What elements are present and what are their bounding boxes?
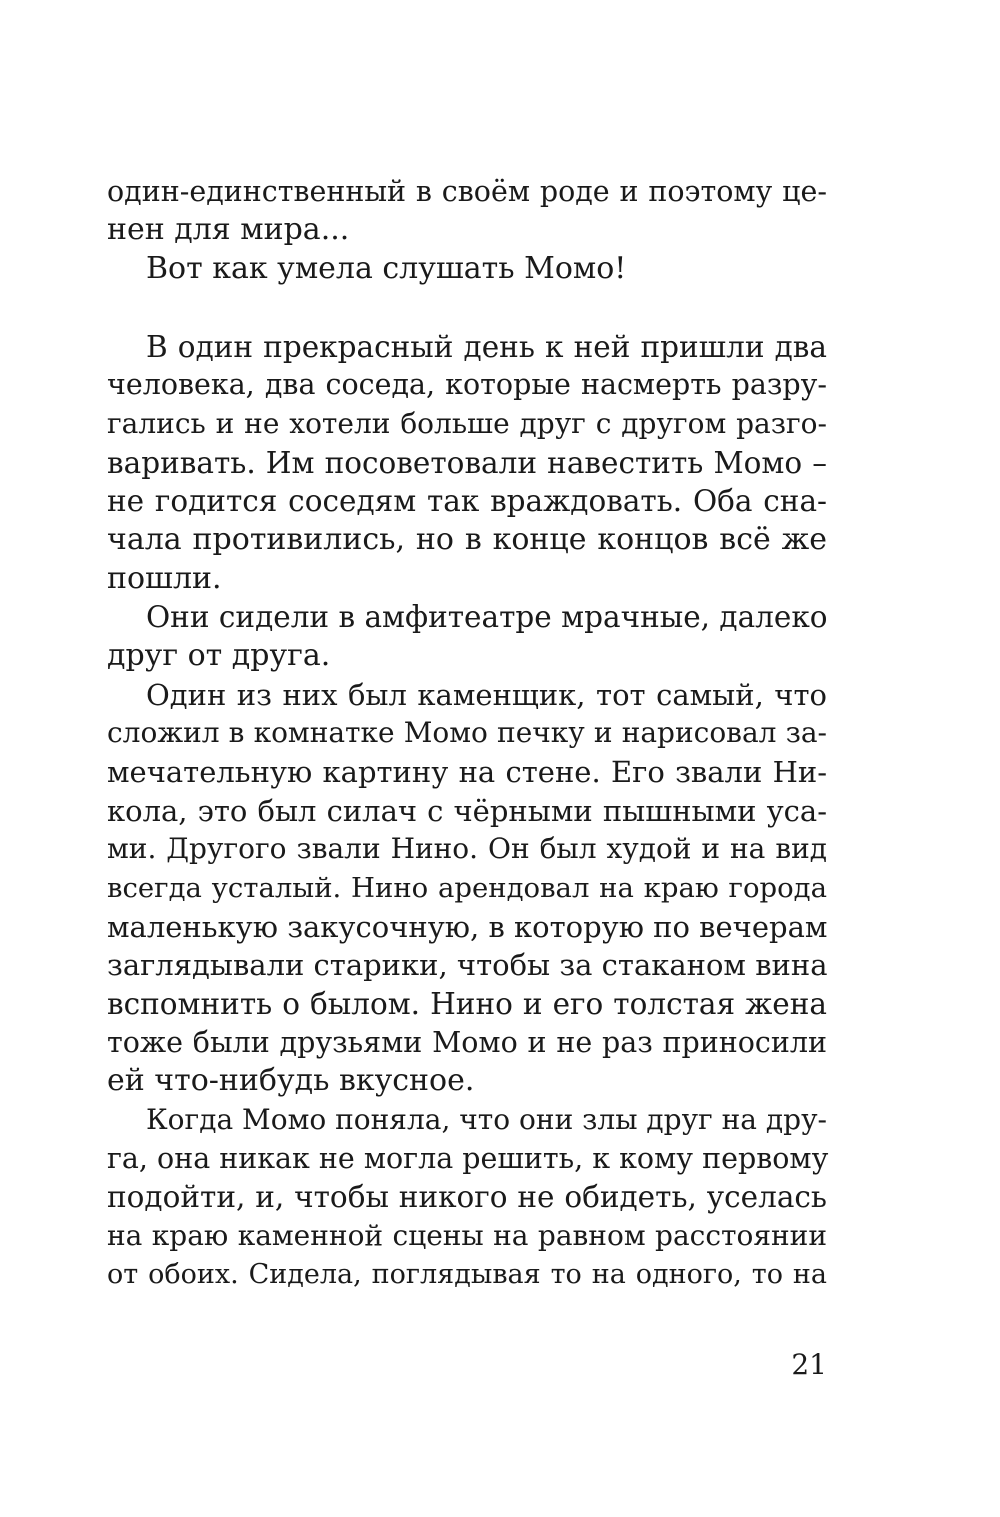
text-line: вспомнить о былом. Нино и его толстая жена xyxy=(107,987,827,1021)
text-line: подойти, и, чтобы никого не обидеть, уселась xyxy=(107,1180,827,1214)
text-line: друг от друга. xyxy=(107,638,331,673)
text-line: га, она никак не могла решить, к кому первому xyxy=(107,1142,829,1175)
text-line: ей что-нибудь вкусное. xyxy=(107,1063,475,1098)
text-line: маленькую закусочную, в которую по вечерам xyxy=(107,910,828,944)
text-line: не годится соседям так враждовать. Оба сна- xyxy=(107,484,827,518)
text-line: всегда усталый. Нино арендовал на краю города xyxy=(107,872,827,904)
text-line: от обоих. Сидела, поглядывая то на одного, то на xyxy=(107,1259,827,1290)
text-line: тоже были друзьями Момо и не раз приносили xyxy=(107,1026,827,1059)
text-line: В один прекрасный день к ней пришли два xyxy=(146,330,827,364)
text-line: чала противились, но в конце концов всё же xyxy=(107,522,827,557)
text-line: ми. Другого звали Нино. Он был худой и на вид xyxy=(107,832,827,865)
text-line: кола, это был силач с чёрными пышными уса- xyxy=(107,794,827,828)
text-line: гались и не хотели больше друг с другом разго- xyxy=(107,407,827,440)
text-line: заглядывали старики, чтобы за стаканом вина xyxy=(107,948,828,982)
text-line: сложил в комнатке Момо печку и нарисовал за- xyxy=(107,716,827,749)
text-line: пошли. xyxy=(107,561,222,596)
text-line: мечательную картину на стене. Его звали Ни- xyxy=(107,755,827,789)
text-line: варивать. Им посоветовали навестить Момо – xyxy=(107,446,827,480)
text-line: Вот как умела слушать Момо! xyxy=(146,251,627,286)
text-line: на краю каменной сцены на равном расстоянии xyxy=(107,1219,827,1252)
text-line: Один из них был каменщик, тот самый, что xyxy=(146,678,827,712)
text-line: человека, два соседа, которые насмерть разру- xyxy=(107,368,827,401)
text-line: один-единственный в своём роде и поэтому це- xyxy=(107,175,827,208)
page-number: 21 xyxy=(791,1348,827,1381)
text-line: Они сидели в амфитеатре мрачные, далеко xyxy=(146,600,828,634)
text-line: Когда Момо поняла, что они злы друг на дру- xyxy=(146,1103,827,1136)
text-line: нен для мира... xyxy=(107,212,350,247)
